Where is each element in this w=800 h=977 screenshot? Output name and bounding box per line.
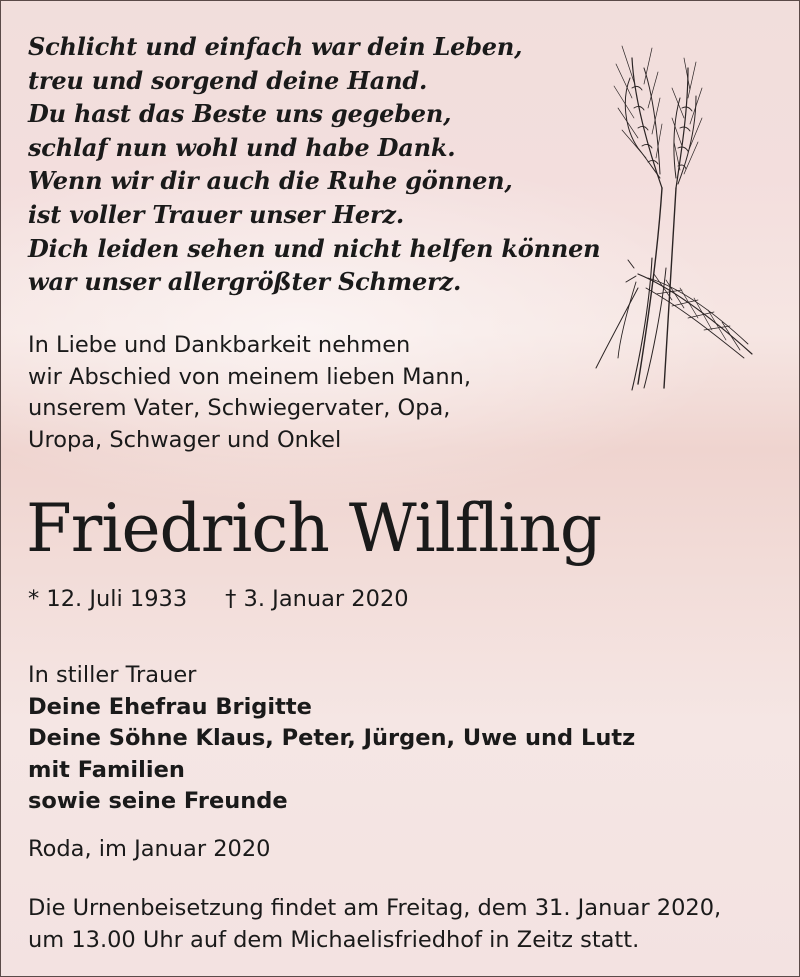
deceased-name: Friedrich Wilfling: [26, 490, 602, 567]
intro-line: Uropa, Schwager und Onkel: [28, 426, 342, 453]
mourner-line: Deine Söhne Klaus, Peter, Jürgen, Uwe und Lutz: [28, 725, 636, 751]
poem-line: ist voller Trauer unser Herz.: [28, 199, 405, 229]
life-dates: [28, 584, 409, 614]
poem: [28, 30, 601, 299]
intro-line: wir Abschied von meinem lieben Mann,: [28, 363, 472, 390]
mourners-heading: In stiller Trauer: [28, 662, 197, 688]
poem-line: Wenn wir dir auch die Ruhe gönnen,: [28, 166, 513, 196]
birth-date: * 12. Juli 1933: [28, 586, 188, 612]
poem-line: Du hast das Beste uns gegeben,: [28, 99, 452, 129]
poem-line: Schlicht und einfach war dein Leben,: [28, 32, 523, 61]
intro-line: In Liebe und Dankbarkeit nehmen: [28, 332, 411, 358]
poem-line: Dich leiden sehen und nicht helfen können: [28, 233, 601, 263]
mourners: [28, 660, 728, 818]
poem-line: schlaf nun wohl und habe Dank.: [28, 132, 456, 162]
funeral-line: um 13.00 Uhr auf dem Michaelisfriedhof in Zeitz statt.: [28, 926, 640, 953]
funeral-line: Die Urnenbeisetzung findet am Freitag, dem 31. Januar 2020,: [28, 895, 722, 921]
mourner-line: Deine Ehefrau Brigitte: [28, 693, 312, 720]
mourner-line: mit Familien: [28, 756, 185, 783]
farewell-intro: [28, 330, 588, 456]
funeral-notice: [28, 893, 788, 956]
death-date: † 3. Januar 2020: [225, 586, 409, 612]
place-date: Roda, im Januar 2020: [28, 836, 271, 862]
intro-line: unserem Vater, Schwiegervater, Opa,: [28, 395, 451, 421]
poem-line: war unser allergrößter Schmerz.: [28, 267, 462, 297]
wheat-ears-icon: [592, 38, 758, 398]
mourner-line: sowie seine Freunde: [28, 788, 288, 814]
poem-line: treu und sorgend deine Hand.: [28, 65, 428, 95]
